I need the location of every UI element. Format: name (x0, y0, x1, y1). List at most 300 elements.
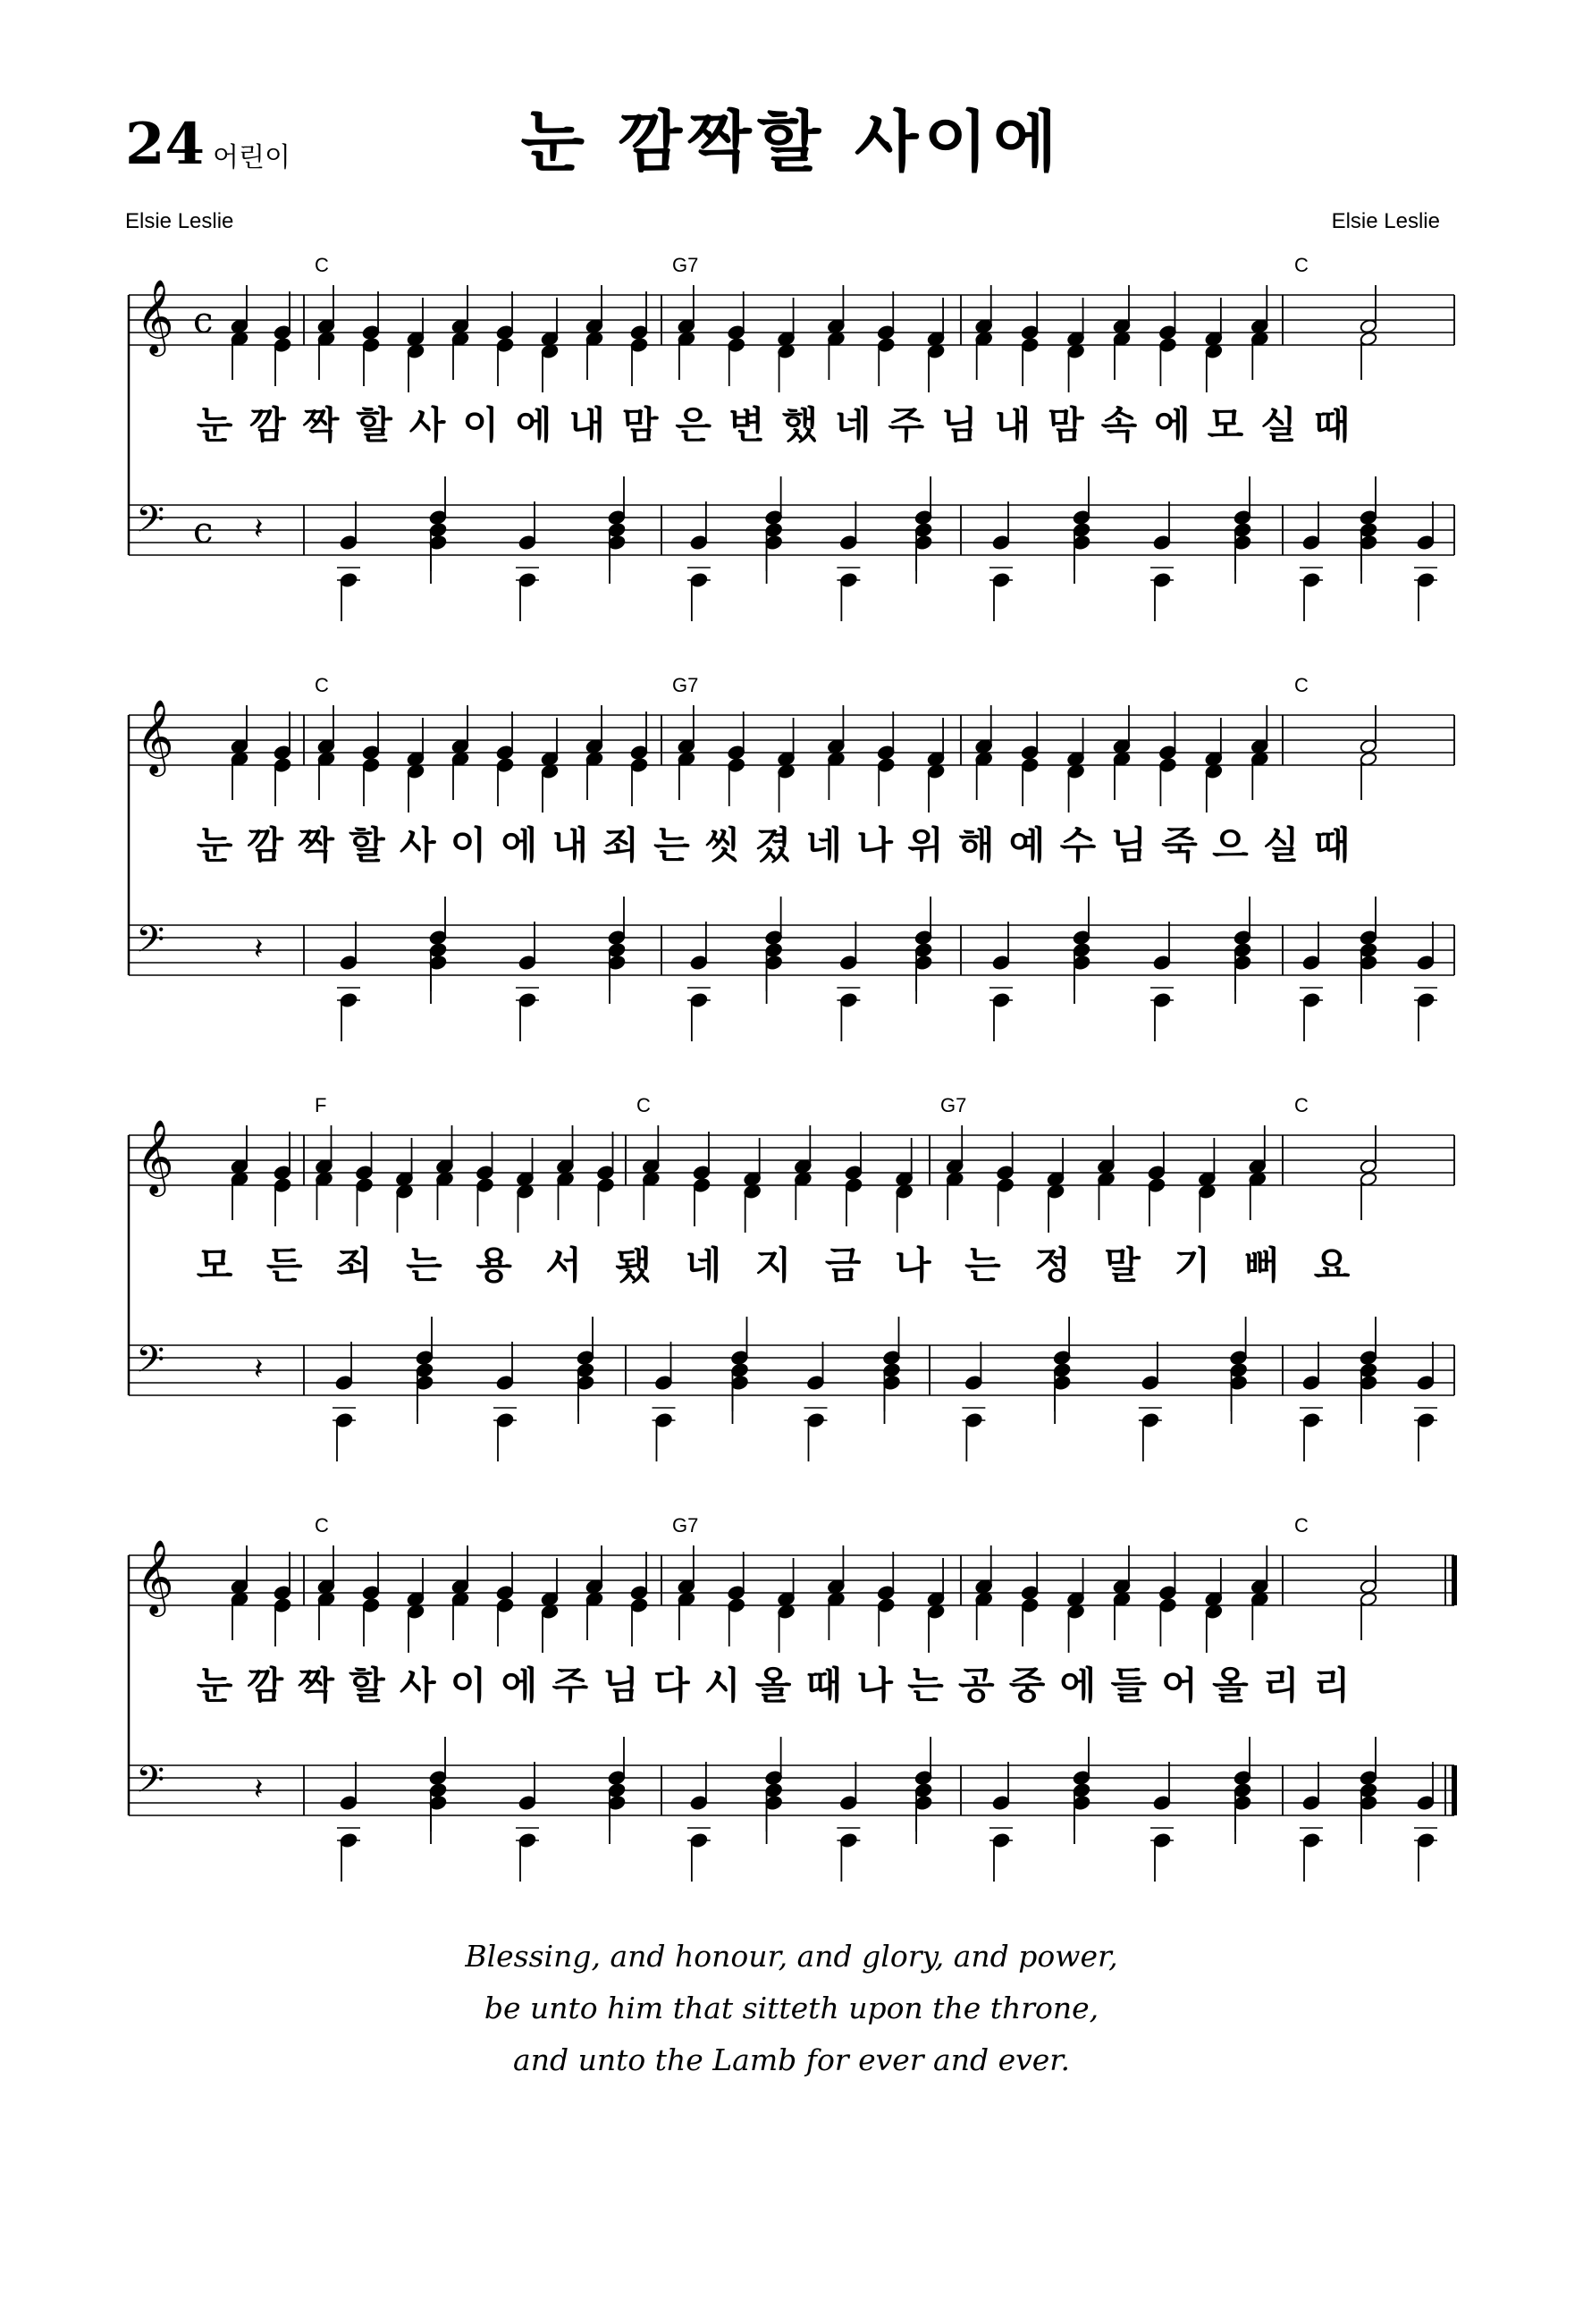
lyric-syllable: 나 (856, 823, 893, 867)
notehead (678, 318, 695, 333)
lyric-syllable: 네 (805, 823, 843, 867)
notehead (1250, 1579, 1268, 1594)
notehead (585, 1591, 603, 1606)
notehead (845, 1177, 863, 1192)
notehead (678, 738, 695, 754)
lyric-syllable: 이 (450, 823, 487, 867)
lyric-syllable: 든 (265, 1243, 303, 1287)
lyric-syllable: 씻 (703, 823, 741, 867)
notehead (896, 1171, 914, 1186)
notehead (407, 763, 425, 779)
notehead (1021, 337, 1039, 352)
notehead (975, 751, 993, 766)
notehead (654, 1375, 672, 1390)
notehead (596, 1177, 614, 1192)
lyric-syllable: 모 (196, 1243, 233, 1287)
lyric-syllable: 맘 (1048, 403, 1084, 447)
notehead (340, 1795, 358, 1810)
notehead (1230, 1350, 1248, 1365)
lyric-syllable: 올 (754, 1663, 792, 1707)
lyric-syllable: 어 (1161, 1663, 1198, 1707)
notehead (642, 1171, 660, 1186)
notehead (877, 337, 895, 352)
notehead (1153, 1795, 1171, 1810)
lyric-syllable: 뻐 (1243, 1243, 1281, 1287)
lyric-syllable: 에 (515, 403, 552, 447)
notehead (992, 1795, 1010, 1810)
notehead (1360, 955, 1377, 970)
lyric-syllable: 눈 (196, 1663, 233, 1707)
notehead (429, 930, 447, 945)
quarter-rest-icon: 𝄽 (254, 931, 264, 967)
lyric-syllable: 네 (834, 403, 871, 447)
lyric-syllable: 짝 (298, 823, 334, 867)
notehead (1021, 757, 1039, 772)
bass-clef-icon: 𝄢 (136, 1338, 165, 1390)
notehead (839, 1795, 857, 1810)
notehead (630, 757, 648, 772)
notehead (596, 1165, 614, 1180)
notehead (1198, 1171, 1216, 1186)
lyric-syllable: 는 (406, 1243, 442, 1287)
notehead (556, 1158, 574, 1174)
notehead (1234, 1795, 1251, 1810)
lyric-syllable: 깜 (247, 1663, 284, 1707)
lyric-syllable: 들 (1110, 1663, 1148, 1707)
notehead (518, 535, 536, 550)
notehead (1198, 1183, 1216, 1199)
notehead (585, 318, 603, 333)
quarter-rest-icon: 𝄽 (254, 1351, 264, 1387)
notehead (1047, 1183, 1065, 1199)
notehead (516, 1183, 534, 1199)
notehead (1113, 738, 1131, 754)
lyric-syllable: 네 (685, 1243, 722, 1287)
notehead (845, 1165, 863, 1180)
notehead (914, 509, 932, 525)
notehead (765, 1782, 783, 1798)
notehead (1205, 1604, 1223, 1619)
verse-line: and unto the Lamb for ever and ever. (513, 2042, 1070, 2077)
lyric-syllable: 눈 (196, 823, 233, 867)
notehead (1360, 331, 1377, 346)
notehead (451, 318, 469, 333)
notehead (1250, 318, 1268, 333)
notehead (1158, 337, 1176, 352)
notehead (416, 1350, 434, 1365)
notehead (744, 1183, 762, 1199)
notehead (1250, 738, 1268, 754)
notehead (541, 1604, 559, 1619)
notehead (1053, 1375, 1071, 1390)
notehead (946, 1158, 964, 1174)
notehead (1234, 535, 1251, 550)
notehead (496, 337, 514, 352)
notehead (541, 1591, 559, 1606)
lyric-syllable: 실 (1260, 403, 1297, 447)
lyric-syllable: 올 (1212, 1663, 1249, 1707)
notehead (1360, 1350, 1377, 1365)
notehead (496, 1375, 514, 1390)
notehead (1234, 522, 1251, 537)
notehead (362, 337, 380, 352)
notehead (1230, 1375, 1248, 1390)
notehead (794, 1171, 812, 1186)
notehead (608, 930, 626, 945)
notehead (476, 1165, 493, 1180)
notehead (678, 331, 695, 346)
notehead (1360, 1591, 1377, 1606)
notehead (693, 1177, 711, 1192)
notehead (231, 1579, 248, 1594)
notehead (340, 955, 358, 970)
notehead (877, 1597, 895, 1612)
lyric-syllable: 중 (1008, 1663, 1046, 1707)
notehead (1234, 930, 1251, 945)
notehead (975, 318, 993, 333)
notehead (608, 942, 626, 957)
notehead (1113, 1579, 1131, 1594)
notehead (690, 1795, 708, 1810)
notehead (1205, 1591, 1223, 1606)
notehead (1153, 955, 1171, 970)
notehead (317, 738, 335, 754)
notehead (728, 324, 745, 340)
lyric-syllable: 위 (907, 823, 944, 867)
lyric-syllable: 주 (888, 403, 925, 447)
notehead (690, 535, 708, 550)
notehead (1113, 751, 1131, 766)
notehead (730, 1362, 748, 1377)
notehead (1234, 1770, 1251, 1785)
notehead (608, 1770, 626, 1785)
quarter-rest-icon: 𝄽 (254, 1772, 264, 1807)
notehead (1073, 942, 1090, 957)
lyric-syllable: 겼 (754, 823, 792, 867)
lyric-syllable: 모 (1207, 403, 1244, 447)
lyric-syllable: 에 (501, 823, 538, 867)
notehead (1158, 757, 1176, 772)
notehead (914, 535, 932, 550)
notehead (927, 343, 945, 358)
notehead (678, 751, 695, 766)
hymn-title: 눈 깜짝할 사이에 (520, 104, 1063, 181)
notehead (630, 745, 648, 760)
notehead (1148, 1165, 1166, 1180)
lyric-syllable: 는 (964, 1243, 1001, 1287)
chord-symbol: G7 (672, 254, 699, 276)
notehead (541, 343, 559, 358)
lyric-syllable: 예 (1008, 823, 1046, 867)
notehead (496, 324, 514, 340)
notehead (1158, 745, 1176, 760)
notehead (231, 751, 248, 766)
lyric-syllable: 변 (728, 403, 765, 447)
notehead (395, 1171, 413, 1186)
treble-clef-icon: 𝄞 (136, 1118, 174, 1193)
notehead (1249, 1171, 1267, 1186)
notehead (541, 751, 559, 766)
lyric-syllable: 이 (462, 403, 499, 447)
lyric-syllable: 사 (408, 403, 446, 447)
notehead (1158, 1585, 1176, 1600)
notehead (274, 1585, 291, 1600)
notehead (451, 331, 469, 346)
notehead (839, 535, 857, 550)
lyric-syllable: 나 (856, 1663, 893, 1707)
notehead (1234, 942, 1251, 957)
lyric-syllable: 서 (545, 1243, 582, 1287)
lyric-syllable: 사 (399, 823, 436, 867)
notehead (315, 1158, 333, 1174)
notehead (927, 751, 945, 766)
notehead (877, 1585, 895, 1600)
notehead (777, 331, 795, 346)
notehead (1250, 751, 1268, 766)
notehead (975, 1579, 993, 1594)
lyric-syllable: 내 (568, 403, 605, 447)
lyric-syllable: 할 (349, 823, 385, 867)
lyric-syllable: 실 (1262, 823, 1300, 867)
notehead (877, 745, 895, 760)
notehead (765, 535, 783, 550)
notehead (914, 1795, 932, 1810)
notehead (927, 763, 945, 779)
lyric-syllable: 맘 (621, 403, 659, 447)
notehead (1066, 763, 1084, 779)
notehead (975, 331, 993, 346)
notehead (231, 1171, 248, 1186)
notehead (1250, 331, 1268, 346)
lyric-syllable: 짝 (298, 1663, 334, 1707)
notehead (429, 1770, 447, 1785)
notehead (678, 1591, 695, 1606)
lyricist-credit: Elsie Leslie (125, 209, 234, 233)
notehead (556, 1171, 574, 1186)
notehead (518, 1795, 536, 1810)
notehead (1360, 509, 1377, 525)
notehead (827, 1579, 845, 1594)
notehead (765, 522, 783, 537)
notehead (827, 318, 845, 333)
notehead (496, 1597, 514, 1612)
notehead (362, 1585, 380, 1600)
lyric-syllable: 수 (1059, 823, 1097, 867)
notehead (1230, 1362, 1248, 1377)
notehead (317, 751, 335, 766)
treble-clef-icon: 𝄞 (136, 1538, 174, 1613)
notehead (1158, 1597, 1176, 1612)
notehead (416, 1362, 434, 1377)
notehead (927, 331, 945, 346)
notehead (362, 745, 380, 760)
verse-line: be unto him that sitteth upon the throne, (484, 1991, 1099, 2025)
notehead (362, 757, 380, 772)
notehead (827, 1591, 845, 1606)
notehead (429, 1782, 447, 1798)
notehead (765, 509, 783, 525)
lyric-syllable: 는 (653, 823, 690, 867)
lyric-syllable: 깜 (247, 823, 284, 867)
chord-symbol: C (1294, 254, 1309, 276)
notehead (914, 930, 932, 945)
notehead (882, 1375, 900, 1390)
notehead (231, 331, 248, 346)
notehead (877, 757, 895, 772)
notehead (608, 535, 626, 550)
hymn-number: 24 (125, 111, 206, 178)
notehead (1073, 1795, 1090, 1810)
notehead (882, 1350, 900, 1365)
notehead (1360, 1770, 1377, 1785)
notehead (744, 1171, 762, 1186)
lyric-syllable: 님 (602, 1663, 639, 1707)
notehead (997, 1177, 1015, 1192)
notehead (407, 343, 425, 358)
lyric-syllable: 으 (1212, 823, 1249, 867)
notehead (1021, 324, 1039, 340)
notehead (585, 751, 603, 766)
notehead (777, 751, 795, 766)
lyric-syllable: 내 (994, 403, 1031, 447)
notehead (964, 1375, 982, 1390)
chord-symbol: C (315, 254, 329, 276)
notehead (362, 1597, 380, 1612)
lyric-syllable: 용 (476, 1243, 512, 1287)
notehead (914, 955, 932, 970)
notehead (429, 522, 447, 537)
lyric-syllable: 주 (552, 1663, 589, 1707)
notehead (1360, 942, 1377, 957)
notehead (1360, 1362, 1377, 1377)
notehead (317, 318, 335, 333)
lyric-syllable: 속 (1100, 403, 1138, 447)
chord-symbol: C (315, 674, 329, 696)
bass-clef-icon: 𝄢 (136, 918, 165, 970)
notehead (1249, 1158, 1267, 1174)
notehead (1234, 1782, 1251, 1798)
notehead (1158, 324, 1176, 340)
notehead (1097, 1171, 1115, 1186)
notehead (274, 1597, 291, 1612)
notehead (946, 1171, 964, 1186)
notehead (585, 1579, 603, 1594)
notehead (395, 1183, 413, 1199)
notehead (1113, 1591, 1131, 1606)
notehead (608, 509, 626, 525)
chord-symbol: F (315, 1094, 327, 1116)
notehead (1073, 930, 1090, 945)
notehead (777, 763, 795, 779)
lyric-syllable: 눈 (196, 403, 233, 447)
notehead (1360, 1375, 1377, 1390)
notehead (882, 1362, 900, 1377)
verse-line: Blessing, and honour, and glory, and power, (465, 1939, 1118, 1974)
notehead (914, 1770, 932, 1785)
chord-symbol: G7 (940, 1094, 967, 1116)
notehead (975, 1591, 993, 1606)
notehead (728, 1597, 745, 1612)
lyric-syllable: 이 (450, 1663, 487, 1707)
notehead (608, 955, 626, 970)
notehead (765, 942, 783, 957)
notehead (407, 1604, 425, 1619)
notehead (1021, 1585, 1039, 1600)
lyric-syllable: 에 (1059, 1663, 1097, 1707)
lyric-syllable: 에 (1154, 403, 1191, 447)
notehead (429, 509, 447, 525)
notehead (630, 1597, 648, 1612)
notehead (827, 331, 845, 346)
notehead (1073, 1770, 1090, 1785)
lyric-syllable: 리 (1313, 1663, 1351, 1707)
chord-symbol: G7 (672, 674, 699, 696)
notehead (765, 930, 783, 945)
lyric-syllable: 할 (356, 403, 392, 447)
bible-verse (0, 1931, 1583, 2086)
notehead (231, 1158, 248, 1174)
notehead (728, 1585, 745, 1600)
lyric-syllable: 죽 (1161, 823, 1198, 867)
notehead (429, 535, 447, 550)
lyric-syllable: 때 (805, 1663, 843, 1707)
notehead (1066, 1591, 1084, 1606)
lyric-syllable: 해 (957, 823, 995, 867)
notehead (1360, 1158, 1377, 1174)
notehead (1073, 955, 1090, 970)
notehead (1234, 509, 1251, 525)
lyric-syllable: 리 (1262, 1663, 1300, 1707)
notehead (1417, 1795, 1435, 1810)
common-time-icon: c (193, 510, 214, 552)
notehead (1250, 1591, 1268, 1606)
notehead (1097, 1158, 1115, 1174)
notehead (1302, 955, 1320, 970)
lyric-syllable: 죄 (335, 1243, 373, 1287)
notehead (730, 1375, 748, 1390)
notehead (335, 1375, 353, 1390)
notehead (777, 343, 795, 358)
notehead (927, 1591, 945, 1606)
notehead (496, 745, 514, 760)
notehead (231, 318, 248, 333)
notehead (975, 738, 993, 754)
notehead (476, 1177, 493, 1192)
notehead (1021, 1597, 1039, 1612)
lyric-syllable: 요 (1313, 1243, 1351, 1287)
notehead (1417, 535, 1435, 550)
lyric-syllable: 은 (675, 403, 712, 447)
lyric-syllable: 사 (399, 1663, 436, 1707)
treble-clef-icon: 𝄞 (136, 278, 174, 353)
notehead (315, 1171, 333, 1186)
notehead (274, 324, 291, 340)
notehead (1302, 535, 1320, 550)
lyric-syllable: 시 (703, 1663, 741, 1707)
notehead (355, 1177, 373, 1192)
notehead (794, 1158, 812, 1174)
notehead (1205, 331, 1223, 346)
lyric-syllable: 됐 (615, 1243, 653, 1287)
lyric-syllable: 지 (754, 1243, 792, 1287)
notehead (516, 1171, 534, 1186)
notehead (429, 942, 447, 957)
lyric-syllable: 다 (653, 1663, 690, 1707)
notehead (1066, 331, 1084, 346)
notehead (1205, 751, 1223, 766)
notehead (1066, 751, 1084, 766)
notehead (1073, 535, 1090, 550)
